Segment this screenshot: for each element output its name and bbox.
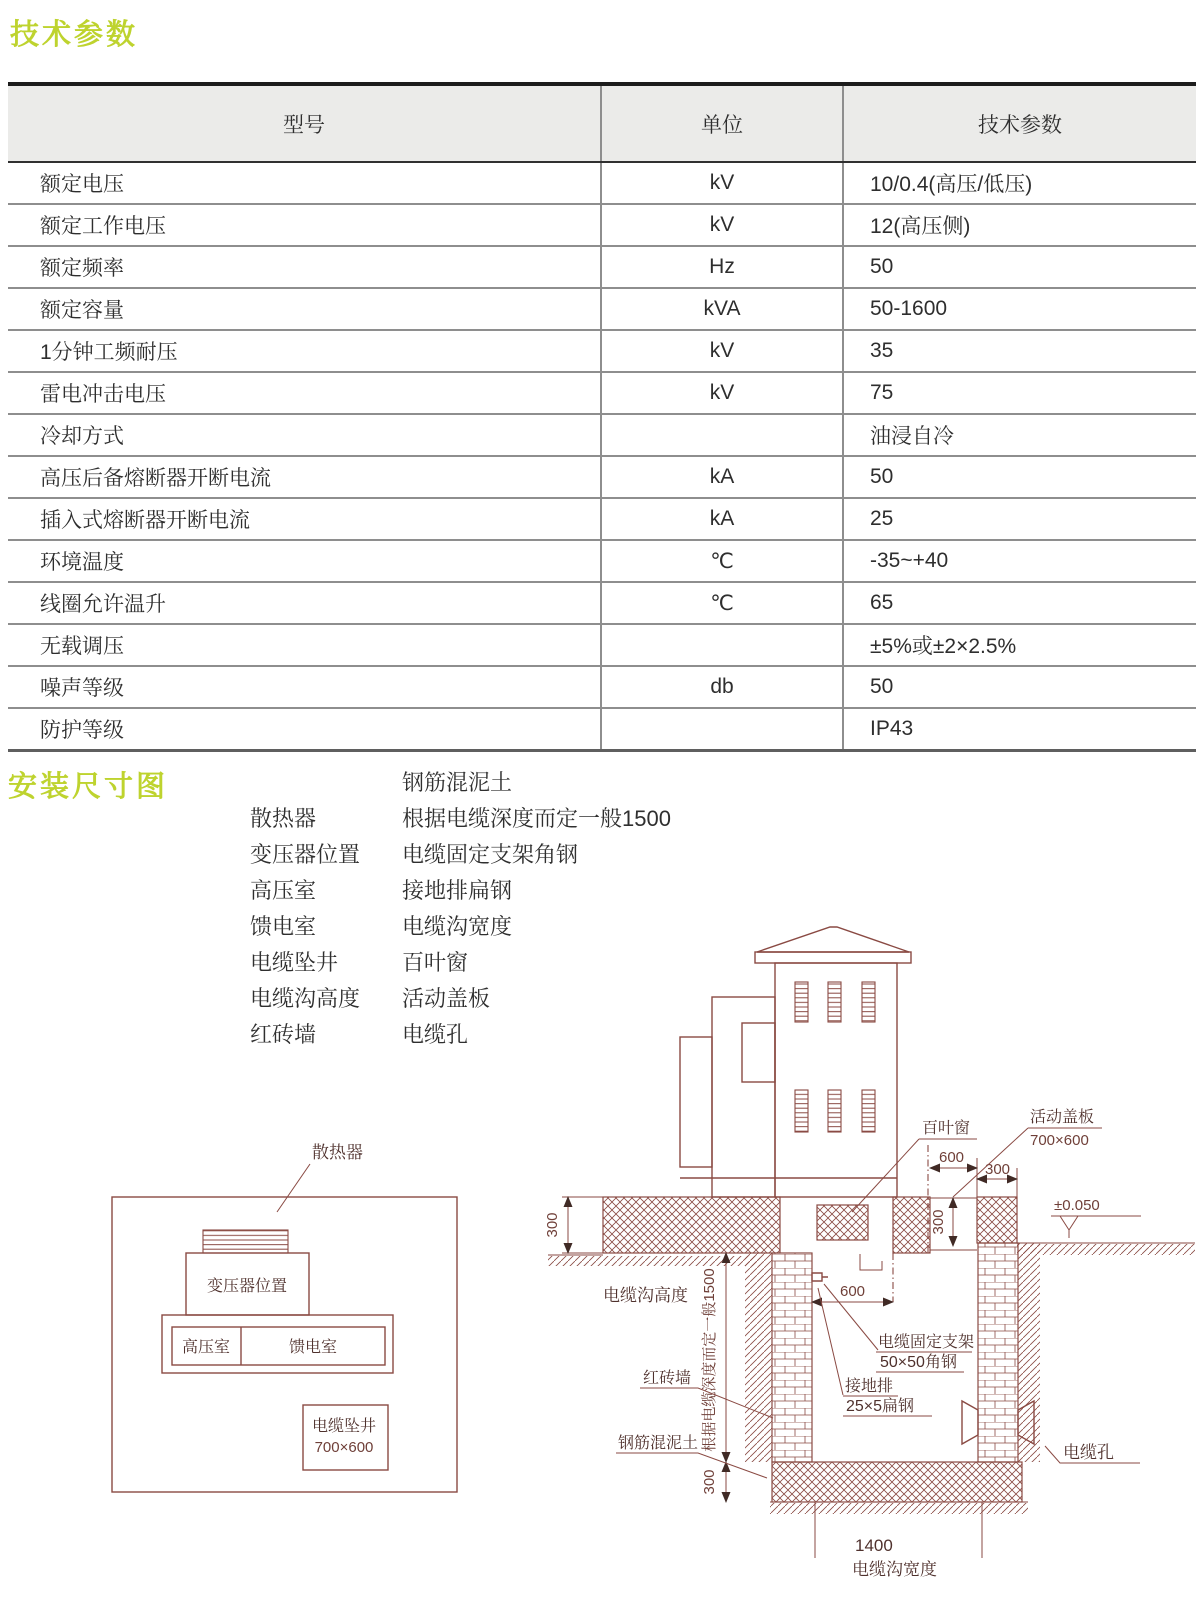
param-name: 雷电冲击电压 [8, 372, 601, 414]
radiator-label: 散热器 [312, 1143, 363, 1162]
param-name: 无载调压 [8, 624, 601, 666]
param-value: -35~+40 [843, 540, 1196, 582]
legend-term: 根据电缆深度而定一般1500 [402, 805, 671, 831]
table-row [8, 708, 1196, 751]
param-name: 额定电压 [8, 162, 601, 204]
trench-floor [772, 1462, 1022, 1502]
param-unit: ℃ [601, 582, 843, 624]
legend-row [250, 799, 671, 835]
legend-term: 高压室 [250, 877, 317, 903]
legend-term: 馈电室 [250, 913, 317, 939]
param-value: 50-1600 [843, 288, 1196, 330]
param-value: 油浸自冷 [843, 414, 1196, 456]
right-brick-wall [978, 1243, 1018, 1462]
dim-300-floor: 300 [701, 1469, 718, 1495]
param-name: 额定工作电压 [8, 204, 601, 246]
dim-600-top: 600 [939, 1149, 965, 1166]
param-unit: kA [601, 456, 843, 498]
grounding-spec: 25×5扁钢 [846, 1398, 915, 1415]
param-name: 额定频率 [8, 246, 601, 288]
bracket-label: 电缆固定支架 [878, 1334, 975, 1351]
transformer-label: 变压器位置 [206, 1278, 288, 1295]
dim-600-inner: 600 [840, 1283, 866, 1300]
param-name: 高压后备熔断器开断电流 [8, 456, 601, 498]
switch-rooms [162, 1315, 393, 1373]
legend-term: 钢筋混泥土 [402, 769, 513, 795]
legend-term: 电缆固定支架角钢 [402, 841, 579, 867]
param-value: 50 [843, 246, 1196, 288]
table-row [8, 414, 1196, 456]
legend-term: 电缆孔 [402, 1021, 469, 1047]
radiator-fins [203, 1230, 288, 1253]
param-name: 噪声等级 [8, 666, 601, 708]
cross-section-drawing [540, 890, 1200, 1600]
depth-note: 根据电缆深度而定一般1500 [701, 1268, 718, 1452]
tech-params-table [8, 82, 1196, 752]
legend-term: 百叶窗 [402, 949, 469, 975]
louver-label: 百叶窗 [922, 1120, 971, 1137]
table-row [8, 582, 1196, 624]
plan-view-drawing [80, 1100, 500, 1520]
cable-well-label: 电缆坠井 [311, 1418, 377, 1435]
cable-hole-label: 电缆孔 [1063, 1443, 1114, 1462]
transformer-position [186, 1253, 309, 1315]
param-unit [601, 624, 843, 666]
louver-opening-block [817, 1205, 868, 1240]
param-name: 防护等级 [8, 708, 601, 751]
leader-line [277, 1164, 310, 1212]
param-unit: kV [601, 372, 843, 414]
cable-bracket [860, 1254, 882, 1270]
hv-room-label: 高压室 [181, 1339, 231, 1356]
param-value: 12(高压侧) [843, 204, 1196, 246]
param-value: 10/0.4(高压/低压) [843, 162, 1196, 204]
table-row [8, 330, 1196, 372]
legend-row [250, 763, 671, 799]
substation-building [680, 927, 911, 1197]
param-unit: kA [601, 498, 843, 540]
wall-anchor [812, 1273, 828, 1281]
legend-term: 接地排扁钢 [402, 877, 513, 903]
param-unit: kVA [601, 288, 843, 330]
table-row [8, 246, 1196, 288]
param-value: 25 [843, 498, 1196, 540]
grounding-label: 接地排 [845, 1378, 894, 1395]
param-name: 1分钟工频耐压 [8, 330, 601, 372]
param-value: 65 [843, 582, 1196, 624]
param-value: 75 [843, 372, 1196, 414]
left-brick-wall [772, 1253, 812, 1462]
brick-wall-label: 红砖墙 [643, 1370, 692, 1387]
legend-term: 活动盖板 [402, 985, 491, 1011]
legend-term: 变压器位置 [250, 841, 361, 867]
feeder-room-label: 馈电室 [288, 1339, 338, 1356]
bracket-spec: 50×50角钢 [880, 1354, 957, 1371]
param-unit [601, 708, 843, 751]
dim-300-cover: 300 [930, 1209, 947, 1235]
param-name: 插入式熔断器开断电流 [8, 498, 601, 540]
table-row [8, 498, 1196, 540]
level-value: ±0.050 [1054, 1197, 1100, 1214]
page-title-tech-params: 技术参数 [10, 19, 139, 51]
param-unit: kV [601, 204, 843, 246]
legend-term: 电缆沟宽度 [402, 913, 513, 939]
param-value: IP43 [843, 708, 1196, 751]
param-value: 35 [843, 330, 1196, 372]
param-unit: kV [601, 162, 843, 204]
dim-1400: 1400 [855, 1536, 893, 1555]
col-header-unit: 单位 [601, 84, 843, 162]
col-header-model: 型号 [8, 84, 601, 162]
table-header-row [8, 84, 1196, 162]
param-unit [601, 414, 843, 456]
cover-size: 700×600 [1030, 1132, 1089, 1149]
legend-term: 散热器 [250, 805, 317, 831]
legend-term: 电缆沟高度 [250, 985, 361, 1011]
dim-300-slab: 300 [544, 1212, 561, 1238]
cover-label: 活动盖板 [1030, 1109, 1095, 1126]
cable-well-size: 700×600 [314, 1439, 374, 1456]
param-unit: kV [601, 330, 843, 372]
table-row [8, 204, 1196, 246]
table-row [8, 162, 1196, 204]
legend-term: 电缆坠井 [250, 949, 339, 975]
table-row [8, 456, 1196, 498]
param-name: 环境温度 [8, 540, 601, 582]
table-row [8, 540, 1196, 582]
page-title-install-diagram: 安装尺寸图 [8, 771, 169, 803]
table-row [8, 288, 1196, 330]
param-name: 冷却方式 [8, 414, 601, 456]
dim-300-top: 300 [985, 1161, 1011, 1178]
table-row [8, 624, 1196, 666]
col-header-value: 技术参数 [843, 84, 1196, 162]
param-name: 额定容量 [8, 288, 601, 330]
concrete-label: 钢筋混泥土 [618, 1435, 699, 1452]
param-name: 线圈允许温升 [8, 582, 601, 624]
level-marker [1051, 1197, 1141, 1238]
trench-height-label: 电缆沟高度 [603, 1286, 688, 1305]
table-row [8, 372, 1196, 414]
param-value: 50 [843, 456, 1196, 498]
louver-vents [795, 982, 875, 1132]
param-unit: ℃ [601, 540, 843, 582]
legend-row [250, 835, 671, 871]
trench-width-label: 电缆沟宽度 [852, 1560, 937, 1579]
param-unit: db [601, 666, 843, 708]
radiator-callout [277, 1143, 363, 1212]
param-value: ±5%或±2×2.5% [843, 624, 1196, 666]
roof [757, 927, 909, 952]
param-value: 50 [843, 666, 1196, 708]
legend-term: 红砖墙 [250, 1021, 317, 1047]
cable-well [303, 1405, 388, 1470]
param-unit: Hz [601, 246, 843, 288]
table-row [8, 666, 1196, 708]
